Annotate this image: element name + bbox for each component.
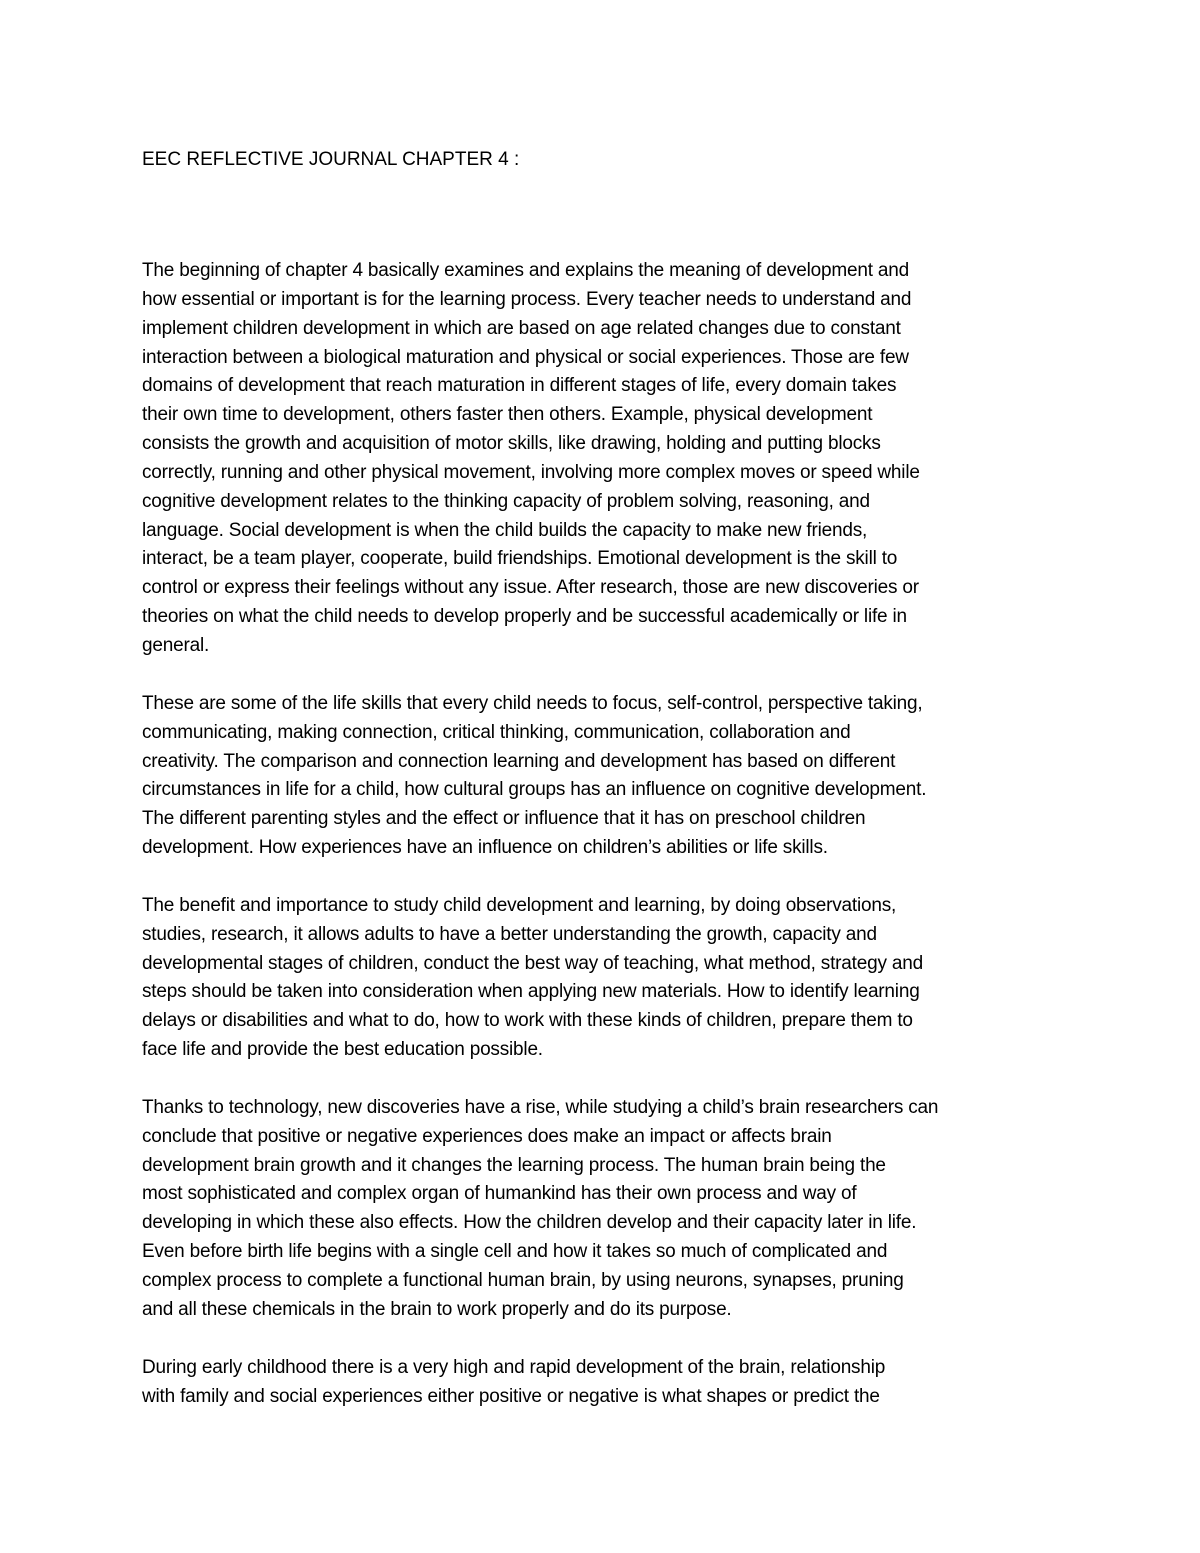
text-line: The different parenting styles and the effect or influence that it has on preschool children (142, 808, 866, 830)
document-title: EEC REFLECTIVE JOURNAL CHAPTER 4 : (142, 149, 520, 170)
text-line: consists the growth and acquisition of motor skills, like drawing, holding and putting blocks (142, 433, 881, 455)
text-line: creativity. The comparison and connection learning and development has based on different (142, 750, 896, 772)
text-line: cognitive development relates to the thinking capacity of problem solving, reasoning, and (142, 490, 870, 512)
text-line: circumstances in life for a child, how cultural groups has an influence on cognitive development. (142, 779, 927, 801)
text-line: interaction between a biological maturation and physical or social experiences. Those are few (142, 346, 909, 368)
text-line: language. Social development is when the child builds the capacity to make new friends, (142, 519, 868, 541)
text-line: how essential or important is for the learning process. Every teacher needs to understand and (142, 288, 912, 310)
text-line: implement children development in which are based on age related changes due to constant (142, 317, 901, 339)
text-line: correctly, running and other physical movement, involving more complex moves or speed while (142, 461, 920, 483)
text-line: studies, research, it allows adults to have a better understanding the growth, capacity and (142, 923, 877, 945)
paragraph-brain-research (142, 1094, 1072, 1325)
text-line: face life and provide the best education possible. (142, 1039, 543, 1061)
text-line: and all these chemicals in the brain to work properly and do its purpose. (142, 1298, 732, 1320)
text-line: with family and social experiences either positive or negative is what shapes or predict the (142, 1385, 880, 1407)
text-line: domains of development that reach maturation in different stages of life, every domain takes (142, 375, 897, 397)
text-line: During early childhood there is a very high and rapid development of the brain, relationship (142, 1356, 886, 1378)
text-line: developmental stages of children, conduct the best way of teaching, what method, strategy and (142, 952, 923, 974)
text-line: developing in which these also effects. How the children develop and their capacity later in life. (142, 1212, 917, 1234)
text-line: theories on what the child needs to develop properly and be successful academically or life in (142, 606, 907, 628)
text-line: development. How experiences have an influence on children’s abilities or life skills. (142, 837, 828, 859)
text-line: Even before birth life begins with a single cell and how it takes so much of complicated and (142, 1241, 888, 1263)
text-line: These are some of the life skills that every child needs to focus, self-control, perspective taking, (142, 692, 923, 714)
text-line: Thanks to technology, new discoveries have a rise, while studying a child’s brain researchers can (142, 1096, 939, 1118)
text-line: conclude that positive or negative experiences does make an impact or affects brain (142, 1125, 832, 1147)
text-line: communicating, making connection, critical thinking, communication, collaboration and (142, 721, 851, 743)
paragraph-development-meaning (142, 257, 1072, 661)
text-line: most sophisticated and complex organ of humankind has their own process and way of (142, 1183, 857, 1205)
document-body (142, 257, 1072, 1440)
paragraph-life-skills (142, 690, 1072, 863)
text-line: general. (142, 634, 210, 656)
text-line: The beginning of chapter 4 basically examines and explains the meaning of development and (142, 260, 909, 281)
paragraph-early-childhood (142, 1354, 1072, 1412)
text-line: their own time to development, others faster then others. Example, physical development (142, 404, 873, 426)
text-line: development brain growth and it changes the learning process. The human brain being the (142, 1154, 886, 1176)
paragraph-benefits-of-study (142, 892, 1072, 1065)
text-line: steps should be taken into consideration when applying new materials. How to identify learning (142, 981, 920, 1003)
text-line: The benefit and importance to study child development and learning, by doing observations, (142, 894, 897, 916)
text-line: delays or disabilities and what to do, how to work with these kinds of children, prepare them to (142, 1010, 913, 1032)
text-line: complex process to complete a functional human brain, by using neurons, synapses, pruning (142, 1270, 904, 1291)
text-line: control or express their feelings without any issue. After research, those are new discoveries or (142, 577, 919, 599)
text-line: interact, be a team player, cooperate, build friendships. Emotional development is the skill to (142, 548, 898, 570)
